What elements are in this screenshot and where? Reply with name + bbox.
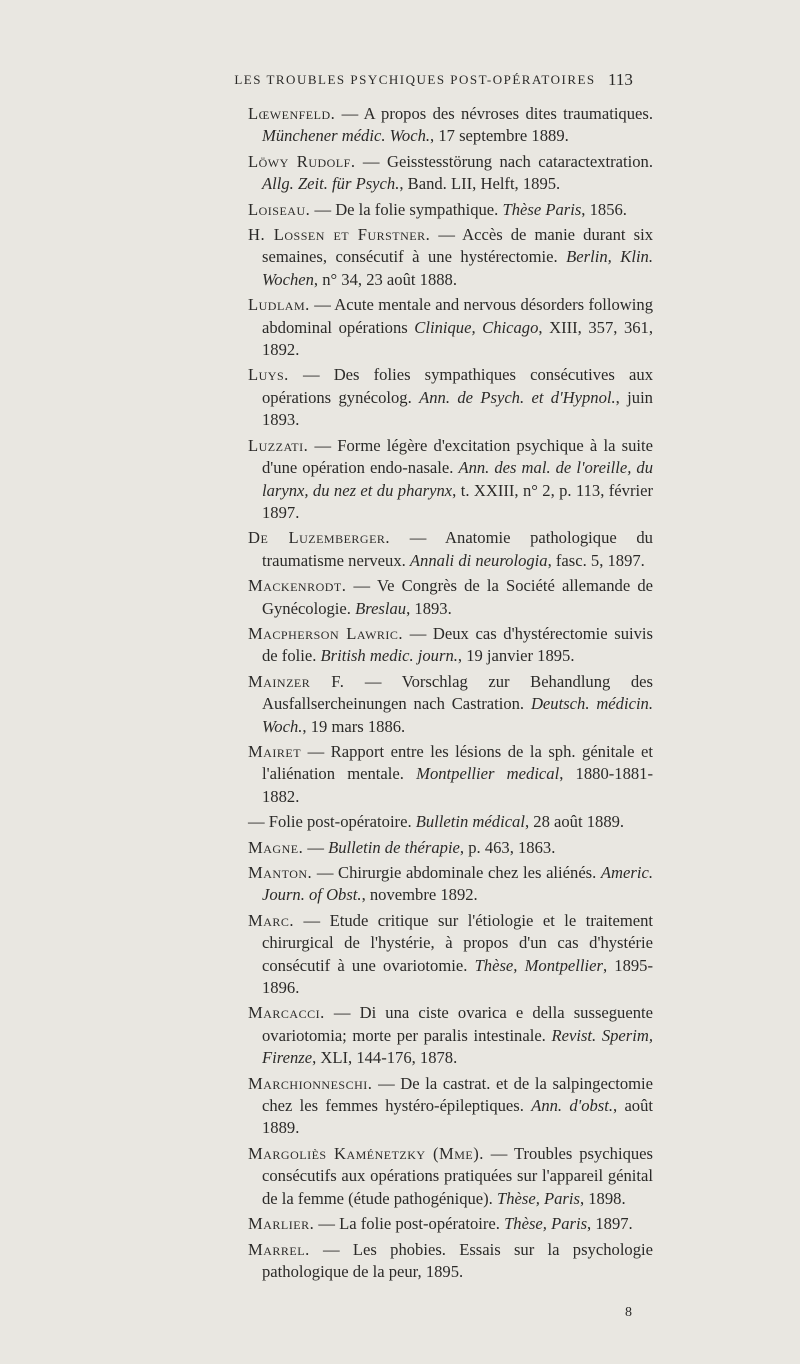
entry-post: , 1897.: [587, 1214, 633, 1234]
entry-pre: — Les phobies. Essais sur la psychologie pathologique de la peur, 1895.: [262, 1239, 653, 1281]
entry-author: Lœwenfeld.: [248, 104, 336, 123]
entry-post: , 1893.: [406, 598, 452, 618]
entry-pre: — Deux cas d'hystérectomie suivis de folie.: [262, 623, 654, 666]
entry-pre: — De la castrat. et de la salpingectomie chez les femmes hystéro-épileptiques.: [262, 1073, 653, 1116]
bibliography-entry: [248, 1073, 653, 1140]
bibliography-entry: [248, 199, 653, 221]
entry-src: Montpellier medical: [416, 764, 560, 784]
bibliography-entry: [248, 811, 653, 833]
entry-pre: — Chirurgie abdominale chez les aliénés.: [312, 863, 601, 882]
entry-post: , fasc. 5, 1897.: [547, 550, 645, 570]
entry-author: Marrel.: [248, 1239, 310, 1259]
entry-src: Ann. de Psych. et d'Hypnol.: [419, 387, 616, 407]
entry-src: Revist. Sperim, Firenze: [262, 1025, 653, 1068]
bibliography-entry: [248, 1213, 653, 1235]
entry-post: , 19 janvier 1895.: [457, 646, 575, 666]
entry-src: British medic. journ.: [320, 646, 458, 666]
entry-post: , 19 mars 1886.: [302, 716, 406, 736]
entry-src: Clinique, Chicago: [414, 317, 539, 337]
entry-pre: — Forme légère d'excitation psychique à la suite d'une opération endo-nasale.: [262, 435, 653, 478]
entry-pre: — Geisstesstörung nach cataractextration.: [355, 151, 653, 171]
entry-author: Macpherson Lawric.: [248, 623, 404, 643]
entry-post: , Band. LII, Helft, 1895.: [399, 174, 561, 194]
entry-author: Manton.: [248, 863, 313, 882]
entry-post: , août 1889.: [262, 1096, 654, 1138]
page-number: 113: [608, 70, 633, 89]
bibliography-entry: [248, 1239, 653, 1284]
entry-src: Bulletin de thérapie: [328, 837, 460, 857]
entry-src: Annali di neurologia: [409, 550, 548, 570]
bibliography-entry: [248, 527, 653, 572]
bibliography-entry: [248, 671, 653, 738]
entry-post: , n° 34, 23 août 1888.: [313, 269, 457, 289]
entry-src: Berlin, Klin. Wochen: [262, 247, 654, 289]
bibliography-entry: [248, 294, 653, 361]
entry-src: Ann. d'obst.: [531, 1096, 614, 1116]
bibliography-entry: [248, 103, 653, 148]
entry-src: Münchener médic. Woch.: [262, 126, 431, 146]
entry-post: , 1856.: [581, 199, 627, 219]
entry-pre: —: [303, 837, 329, 857]
entry-src: Thèse Paris: [502, 199, 582, 219]
entry-pre: — A propos des névroses dites traumatiques.: [335, 104, 653, 123]
entry-author: Margoliès Kaménetzky (Mme).: [248, 1143, 484, 1163]
entry-pre: — Des folies sympathiques consécutives aux opérations gynécolog.: [262, 365, 653, 407]
entry-src: Thèse, Paris: [504, 1214, 588, 1234]
bibliography-entry: [248, 862, 653, 907]
entry-post: , novembre 1892.: [361, 885, 478, 905]
entry-pre: — Di una ciste ovarica e della susseguente ovariotomia; morte per paralis intestinale.: [262, 1003, 653, 1045]
bibliography-entry: [248, 575, 653, 620]
bibliography-list: [248, 103, 653, 1286]
entry-post: , XLI, 144-176, 1878.: [312, 1048, 458, 1068]
bibliography-entry: [248, 364, 653, 431]
entry-post: , 1880-1881-1882.: [262, 764, 653, 806]
bibliography-entry: [248, 1143, 653, 1210]
entry-author: Luzzati.: [248, 435, 309, 455]
entry-author: Marlier.: [248, 1214, 315, 1234]
entry-post: , p. 463, 1863.: [459, 837, 556, 857]
entry-pre: — Troubles psychiques consécutifs aux opérations pratiquées sur l'appareil génital de la femme (étude pathogénique).: [262, 1143, 653, 1208]
bibliography-entry: [248, 1002, 653, 1069]
entry-src: Americ. Journ. of Obst.: [262, 863, 653, 905]
entry-post: , 1898.: [579, 1188, 626, 1208]
entry-pre: — Acute mentale and nervous désorders following abdominal opérations: [262, 295, 653, 337]
entry-pre: — Accès de manie durant six semaines, consécutif à une hystérectomie.: [262, 225, 653, 267]
bibliography-entry: [248, 623, 653, 668]
entry-src: Allg. Zeit. für Psych.: [262, 174, 400, 194]
entry-post: , t. XXIII, n° 2, p. 113, février 1897.: [262, 480, 653, 522]
entry-author: De Luzemberger.: [248, 528, 391, 548]
bibliography-entry: [248, 837, 653, 859]
entry-pre: — Etude critique sur l'étiologie et le traitement chirurgical de l'hystérie, à propos d'un cas d'hystérie consécutif à une ovariotomie.: [262, 910, 653, 975]
entry-pre: — Anatomie pathologique du traumatisme nerveux.: [262, 528, 653, 570]
bibliography-entry: [248, 435, 653, 525]
entry-author: H. Lossen et Furstner.: [248, 225, 431, 245]
entry-src: Breslau: [355, 598, 407, 618]
entry-author: Loiseau.: [248, 199, 311, 219]
signature-mark: 8: [625, 1305, 632, 1320]
bibliography-entry: [248, 151, 653, 196]
entry-src: Bulletin médical: [415, 812, 525, 832]
entry-src: Ann. des mal. de l'oreille, du larynx, du nez et du pharynx: [262, 458, 653, 500]
entry-author: Mairet: [248, 741, 302, 761]
entry-author: Magne.: [248, 837, 304, 857]
entry-src: Thèse, Montpellier: [474, 955, 603, 975]
entry-pre: — De la folie sympathique.: [310, 199, 503, 219]
entry-author: Marcacci.: [248, 1003, 325, 1023]
entry-pre: — Vorschlag zur Behandlung des Ausfallsercheinungen nach Castration.: [262, 671, 653, 714]
entry-post: , juin 1893.: [262, 387, 653, 430]
bibliography-entry: [248, 224, 653, 291]
entry-src: Thèse, Paris: [496, 1188, 580, 1208]
entry-author: Ludlam.: [248, 295, 310, 315]
entry-author: Mainzer F.: [248, 671, 345, 691]
entry-pre: — Ve Congrès de la Société allemande de Gynécologie.: [262, 576, 653, 618]
entry-pre: — La folie post-opératoire.: [314, 1214, 505, 1234]
entry-pre: — Folie post-opératoire.: [248, 812, 416, 832]
entry-post: , 17 septembre 1889.: [430, 126, 569, 146]
entry-author: Löwy Rudolf.: [248, 151, 356, 171]
entry-post: , XIII, 357, 361, 1892.: [262, 317, 653, 360]
entry-src: Deutsch. médicin. Woch.: [262, 694, 653, 736]
bibliography-entry: [248, 741, 653, 808]
running-header: LES TROUBLES PSYCHIQUES POST-OPÉRATOIRES: [234, 72, 596, 87]
entry-author: Mackenrodt.: [248, 576, 347, 596]
entry-post: , 1895-1896.: [262, 955, 653, 998]
entry-author: Luys.: [248, 365, 289, 385]
entry-author: Marchionneschi.: [248, 1073, 373, 1093]
entry-post: , 28 août 1889.: [524, 812, 625, 832]
entry-pre: — Rapport entre les lésions de la sph. génitale et l'aliénation mentale.: [262, 741, 653, 784]
entry-author: Marc.: [248, 910, 295, 930]
bibliography-entry: [248, 910, 653, 1000]
